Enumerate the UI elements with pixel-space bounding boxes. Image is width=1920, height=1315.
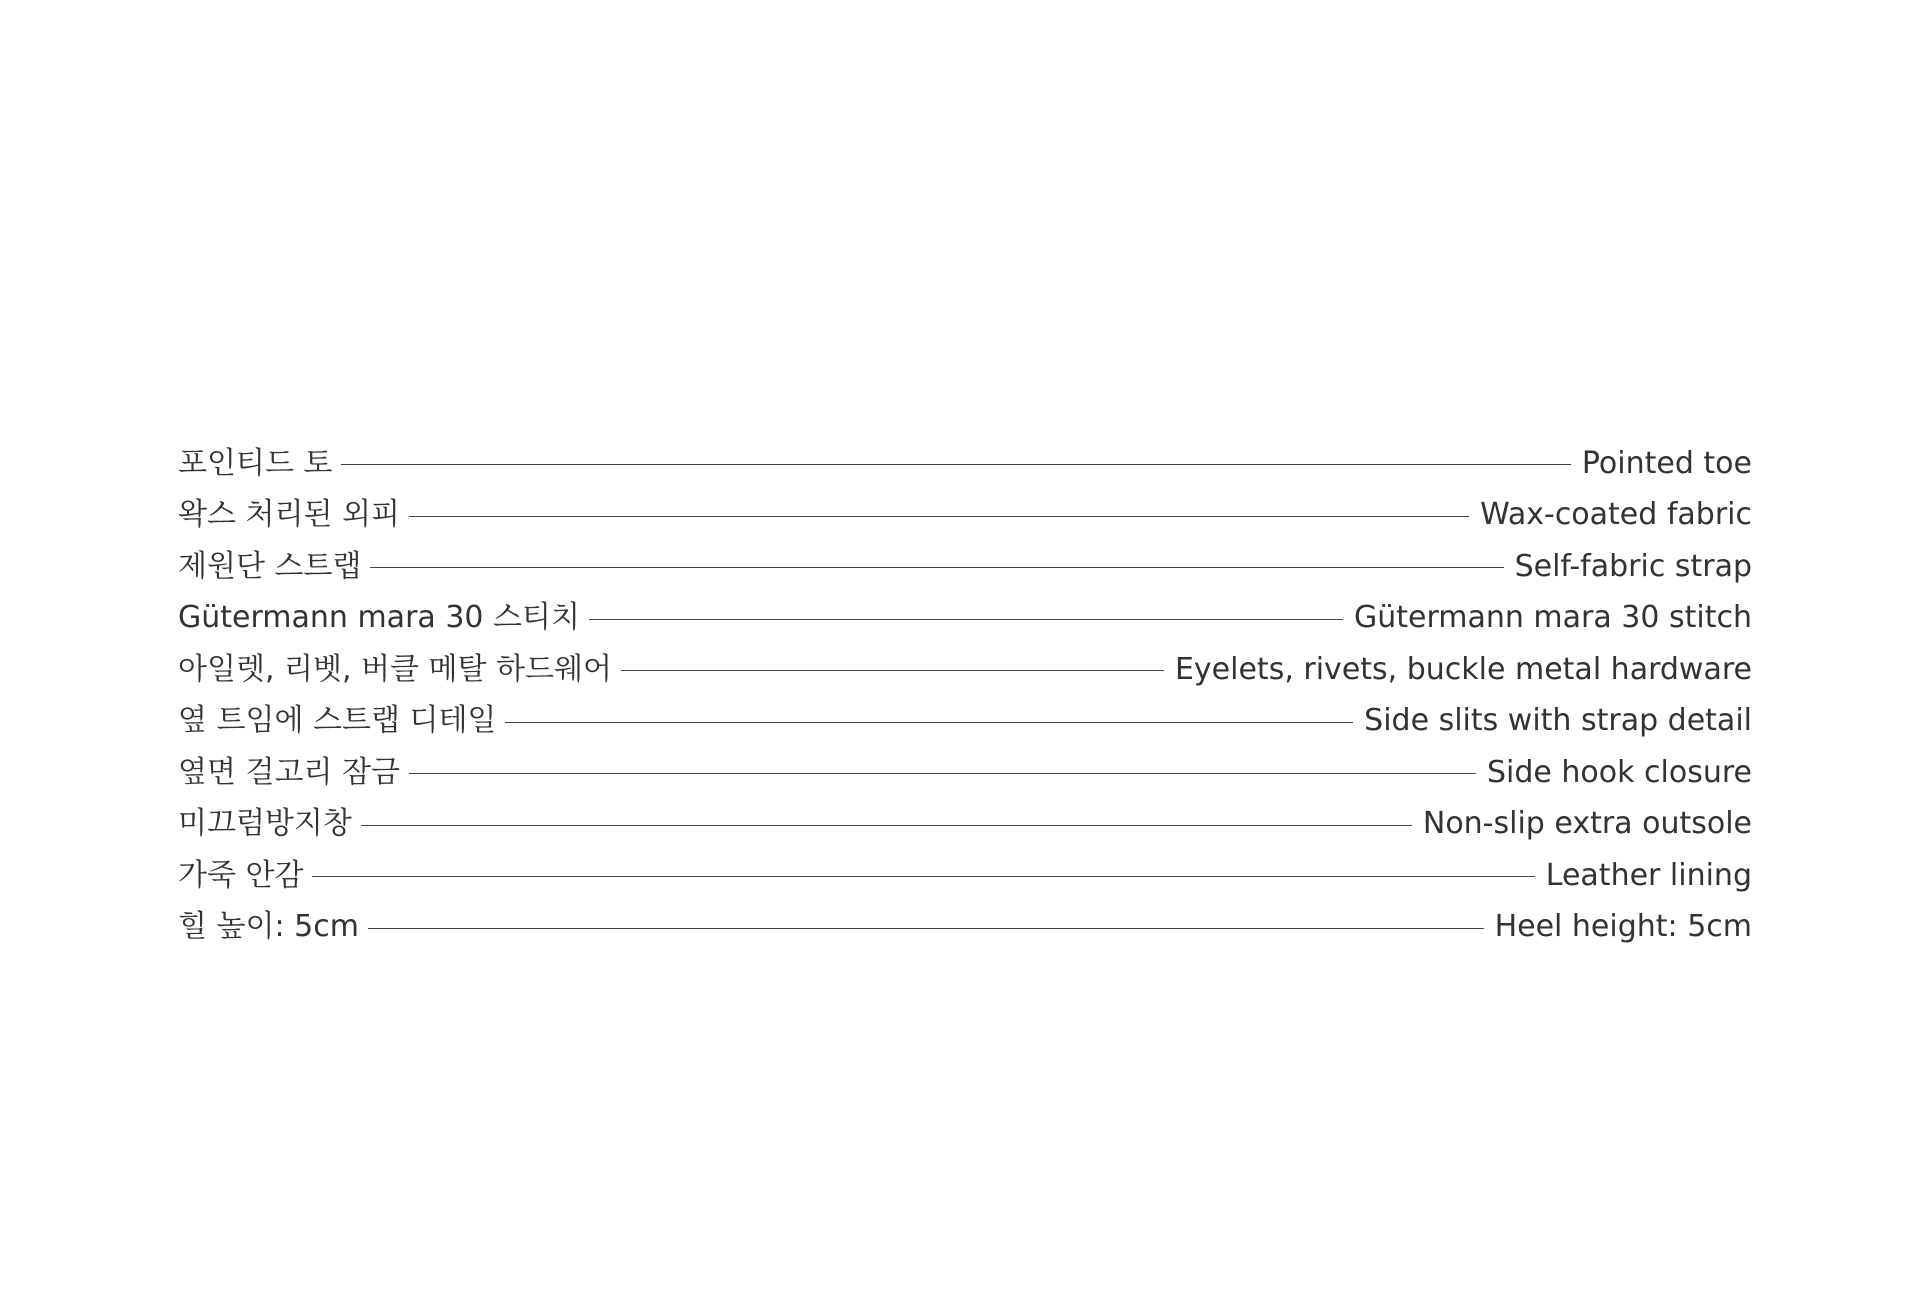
spec-label-ko: 옆 트임에 스트랩 디테일 bbox=[178, 703, 497, 739]
leader-line bbox=[409, 773, 1476, 774]
spec-label-ko: 가죽 안감 bbox=[178, 857, 304, 893]
spec-label-ko: 미끄럼방지창 bbox=[178, 806, 352, 842]
spec-label-en: Non-slip extra outsole bbox=[1422, 806, 1752, 842]
spec-label-en: Gütermann mara 30 stitch bbox=[1353, 600, 1752, 636]
leader-line bbox=[341, 464, 1570, 465]
spec-label-ko: 아일렛, 리벳, 버클 메탈 하드웨어 bbox=[178, 651, 612, 687]
leader-line bbox=[361, 825, 1412, 826]
spec-label-ko: 제원단 스트랩 bbox=[178, 548, 362, 584]
leader-line bbox=[368, 928, 1484, 929]
spec-list bbox=[178, 438, 1752, 953]
spec-label-en: Heel height: 5cm bbox=[1494, 909, 1752, 945]
leader-line bbox=[312, 876, 1534, 877]
spec-row-side-hook-closure bbox=[178, 747, 1752, 799]
spec-row-stitch bbox=[178, 593, 1752, 645]
spec-label-ko: 옆면 걸고리 잠금 bbox=[178, 754, 400, 790]
spec-label-ko: 포인티드 토 bbox=[178, 445, 333, 481]
spec-row-pointed-toe bbox=[178, 438, 1752, 490]
spec-label-ko: 왁스 처리된 외피 bbox=[178, 497, 400, 533]
spec-label-en: Pointed toe bbox=[1581, 445, 1752, 481]
spec-row-wax-coated-fabric bbox=[178, 490, 1752, 542]
spec-label-en: Self-fabric strap bbox=[1514, 548, 1752, 584]
leader-line bbox=[621, 670, 1164, 671]
spec-row-leather-lining bbox=[178, 850, 1752, 902]
spec-label-en: Wax-coated fabric bbox=[1480, 497, 1752, 533]
spec-row-self-fabric-strap bbox=[178, 541, 1752, 593]
spec-row-heel-height bbox=[178, 902, 1752, 954]
spec-label-ko: Gütermann mara 30 스티치 bbox=[178, 600, 580, 636]
spec-label-en: Eyelets, rivets, buckle metal hardware bbox=[1174, 651, 1752, 687]
spec-label-ko: 힐 높이: 5cm bbox=[178, 909, 359, 945]
leader-line bbox=[370, 567, 1503, 568]
leader-line bbox=[505, 722, 1353, 723]
leader-line bbox=[409, 516, 1469, 517]
spec-label-en: Side slits with strap detail bbox=[1364, 703, 1752, 739]
spec-row-side-slits bbox=[178, 696, 1752, 748]
spec-label-en: Leather lining bbox=[1545, 857, 1752, 893]
spec-label-en: Side hook closure bbox=[1486, 754, 1752, 790]
leader-line bbox=[589, 619, 1343, 620]
spec-row-outsole bbox=[178, 799, 1752, 851]
spec-row-metal-hardware bbox=[178, 644, 1752, 696]
